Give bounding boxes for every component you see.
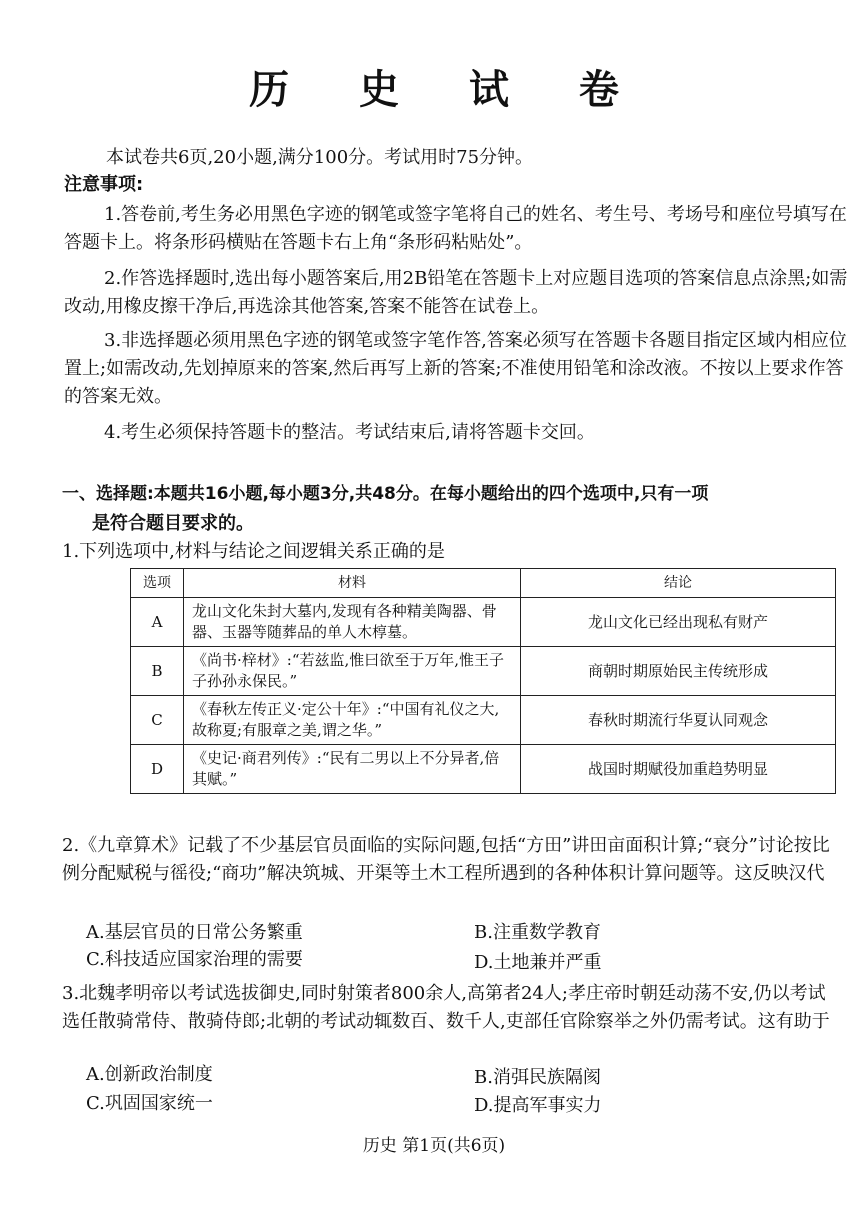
q2-option-d[interactable]: D.土地兼并严重	[474, 952, 602, 973]
table-header-row	[131, 569, 836, 598]
table-row	[131, 647, 836, 696]
row-material: 《春秋左传正义·定公十年》:“中国有礼仪之大,故称夏;有服章之美,谓之华。”	[184, 696, 521, 745]
table-row	[131, 696, 836, 745]
notice-item-4: 4.考生必须保持答题卡的整洁。考试结束后,请将答题卡交回。	[104, 422, 595, 443]
row-material: 《史记·商君列传》:“民有二男以上不分异者,倍其赋。”	[184, 745, 521, 794]
row-option: A	[131, 598, 184, 647]
row-option: D	[131, 745, 184, 794]
row-material: 龙山文化朱封大墓内,发现有各种精美陶器、骨器、玉器等随葬品的单人木椁墓。	[184, 598, 521, 647]
q2-option-a[interactable]: A.基层官员的日常公务繁重	[86, 922, 303, 943]
q2-option-b[interactable]: B.注重数学教育	[474, 922, 601, 943]
notice-item-1: 1.答卷前,考生务必用黑色字迹的钢笔或签字笔将自己的姓名、考生号、考场号和座位号填写在答题卡上。将条形码横贴在答题卡右上角“条形码粘贴处”。	[64, 204, 847, 253]
row-material: 《尚书·梓材》:“若兹监,惟曰欲至于万年,惟王子子孙孙永保民。”	[184, 647, 521, 696]
notice-item-2: 2.作答选择题时,选出每小题答案后,用2B铅笔在答题卡上对应题目选项的答案信息点涂黑;如需改动,用橡皮擦干净后,再选涂其他答案,答案不能答在试卷上。	[64, 268, 848, 317]
row-conclusion: 春秋时期流行华夏认同观念	[521, 696, 836, 745]
q2-option-c[interactable]: C.科技适应国家治理的需要	[86, 949, 303, 970]
q3-option-b[interactable]: B.消弭民族隔阂	[474, 1067, 601, 1088]
row-option: C	[131, 696, 184, 745]
notice-heading: 注意事项:	[64, 174, 144, 195]
table-row	[131, 598, 836, 647]
q1-table	[130, 568, 836, 794]
row-option: B	[131, 647, 184, 696]
header-conclusion: 结论	[521, 569, 836, 598]
q3-option-a[interactable]: A.创新政治制度	[86, 1064, 213, 1085]
row-conclusion: 战国时期赋役加重趋势明显	[521, 745, 836, 794]
q1-stem: 1.下列选项中,材料与结论之间逻辑关系正确的是	[62, 541, 445, 562]
page-title: 历 史 试 卷	[249, 67, 647, 113]
section-heading-line1: 一、选择题:本题共16小题,每小题3分,共48分。在每小题给出的四个选项中,只有一项	[62, 484, 709, 504]
table-row	[131, 745, 836, 794]
q3-stem: 3.北魏孝明帝以考试选拔御史,同时射策者800余人,高第者24人;孝庄帝时朝廷动荡不安,仍以考试选任散骑常侍、散骑侍郎;北朝的考试动辄数百、数千人,吏部任官除察举之外仍需考试。这有助于	[62, 983, 830, 1032]
row-conclusion: 商朝时期原始民主传统形成	[521, 647, 836, 696]
q3-option-c[interactable]: C.巩固国家统一	[86, 1093, 213, 1114]
header-option: 选项	[131, 569, 184, 598]
exam-intro: 本试卷共6页,20小题,满分100分。考试用时75分钟。	[106, 147, 534, 168]
page-footer: 历史 第1页(共6页)	[362, 1136, 506, 1156]
notice-item-3: 3.非选择题必须用黑色字迹的钢笔或签字笔作答,答案必须写在答题卡各题目指定区域内相应位置上;如需改动,先划掉原来的答案,然后再写上新的答案;不准使用铅笔和涂改液。不按以上要求作答的答案无效。	[64, 330, 847, 407]
q2-stem: 2.《九章算术》记载了不少基层官员面临的实际问题,包括“方田”讲田亩面积计算;“衰分”讨论按比例分配赋税与徭役;“商功”解决筑城、开渠等土木工程所遇到的各种体积计算问题等。这反映汉代	[62, 835, 830, 884]
q3-option-d[interactable]: D.提高军事实力	[474, 1095, 602, 1116]
row-conclusion: 龙山文化已经出现私有财产	[521, 598, 836, 647]
section-heading-line2: 是符合题目要求的。	[92, 513, 254, 534]
header-material: 材料	[184, 569, 521, 598]
